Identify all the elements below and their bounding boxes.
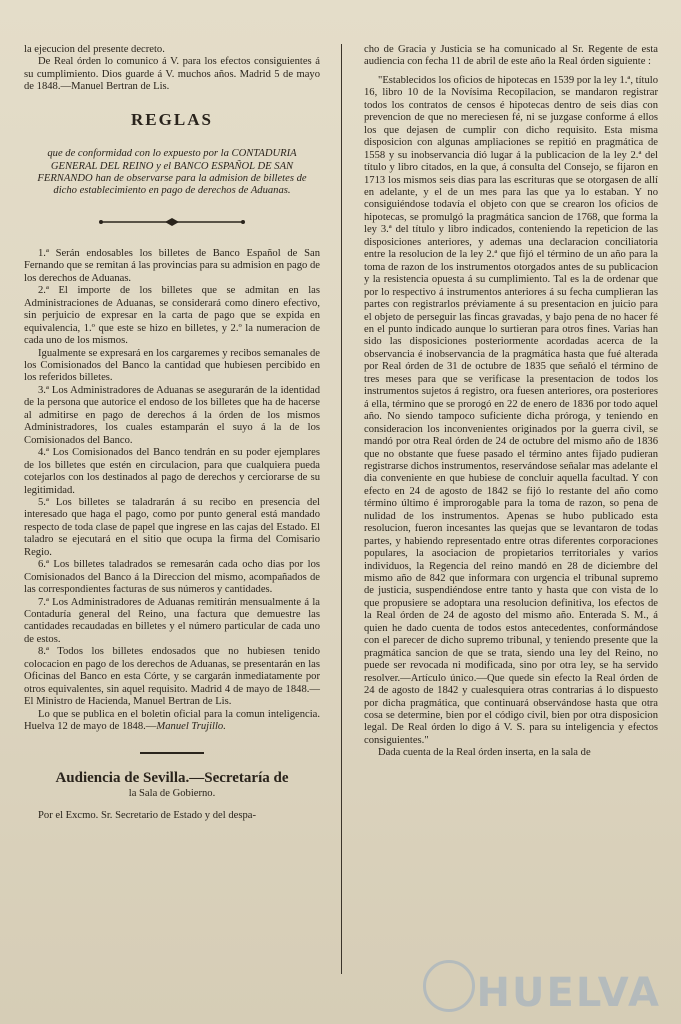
left-column [24, 44, 320, 1004]
section-heading: Audiencia de Sevilla.—Secretaría de [55, 769, 289, 786]
section-subheading: la Sala de Gobierno. [128, 787, 216, 799]
royal-order-body: "Establecidos los oficios de hipotecas en 1539 por la ley 1.ª, título 16, libro 10 de la Novísima Recopilacion, se mandaron registrar todos los contratos de censos é hipotecas dentro de seis dias con prevencion de que no mereciesen fé, ni se juzgase conforme á ellos los que dejasen de cumplir con dicho requisito. Esta misma disposicion con algunas ampliaciones se repitió en pragmática de 1558 y su inobservancia dió lugar á la publicacion de la ley 2.ª del título y libro citados, en la que, á consulta del Consejo, se fijaron en 1713 los mismos seis dias para las escrituras que se otorgasen de allí en adelante, y el de un mes para las que ya lo estaban. Y no consiguiéndose todavía el objeto con que se crearon los oficios de hipotecas, se promulgó la pragmática sancion de 1768, que forma la ley 3.ª del título y libro indicados, conteniendo la repeticion de las disposiciones anteriores, y ademas una declaracion conciliatoria entre la resolucion de la ley 2.ª que fijó el término de un año para la toma de razon de los instrumentos otorgados antes de su publicacion y la resistencia opuesta á su cumplimiento. Tal es la de ordenar que por lo respectivo á instrumentos anteriores á su fecha cumplieran las partes con registrarlos préviamente á su presentacion en juicio para el objeto de perseguir las fincas gravadas, y bajo pena de no hacer fé en el punto indicado aunque lo surtieran para otros fines. Varias han sido las disposiciones posteriormente acordadas acerca de la observancia é inobservancia de la pragmática hasta que fué alterada por Real órden de 31 de octubre de 1835 que señaló el término de tres meses para que se verificase la presentacion de todos los instrumentos sujetos á registro, ora fuesen anteriores, ora posteriores á ella, término que se prorogó en 22 de enero de 1836 por todo aquel año. No siendo tampoco suficiente dicha próroga, y teniendo en consideracion los inconvenientes originados por la guerra civil, se mandó por otra Real órden de 24 de octubre del mismo año de 1836 que no obstante que fuese pasado el término antes fijado pudieran registrarse dichos instrumentos, reservándose señalar mas adelante el dia conveniente en que hubiese de concluir aquella facultad. Y con efecto en 24 de agosto de 1842 se fijó lo restante del año como término último é improrogable para la toma de razon, so pena de nulidad de los instrumentos. Apenas se hubo publicado esta resolucion, fueron incesantes las quejas que se levantaron de todas partes, y habiendo representado entre otras diferentes corporaciones populares, la asociacion de propietarios territoriales y varios individuos, la Regencia del reino mandó en 28 de diciembre del mismo año de 842 que informara con urgencia el tribunal supremo de justicia, suspendiéndose entre tanto y hasta que con vista de lo que propusiere se adoptara una resolucion definitiva, los efectos de la Real órden de 24 de agosto del mismo año. Enterada S. M., á quien he dado cuenta de todos estos antecedentes, conformándose con el parecer de dicho supremo tribunal, y teniendo presente que la pragmática sancion de que se trata, siendo una ley del Reino, no puede ser revocada ni modificada, sino por otra ley, se ha servido resolver.—Artículo único.—Que quede sin efecto la Real órden de 24 de agosto de 1842 y cualesquiera otras contrarias á lo dispuesto por dicha pragmática, que continuará observándose hasta que otra cosa se determine, bien por el código civil, bien por otra disposicion legal. De Real órden lo digo á V. S. para su inteligencia y efectos consiguientes." [364, 74, 658, 746]
rule-paragraph: 1.ª Serán endosables los billetes de Banco Español de San Fernando que se remitan á las provincias para su admision en pago de los derechos de Aduanas. [24, 247, 320, 284]
rule-paragraph: 7.ª Los Administradores de Aduanas remitirán mensualmente á la Contaduría general del Reino, una factura que demuestre las cantidades recaudadas en billetes y el número particular de cada uno de estos. [24, 596, 320, 645]
rule-paragraph: 6.ª Los billetes taladrados se remesarán cada ocho dias por los Comisionados del Banco á la Direccion del mismo, acompañados de las correspondientes facturas de sus números y cantidades. [24, 559, 320, 596]
separator-rule [140, 752, 204, 754]
decree-end-line: la ejecucion del presente decreto. [24, 44, 165, 55]
reglas-title: REGLAS [131, 109, 213, 129]
reglas-subtitle: que de conformidad con lo expuesto por la CONTADURIA GENERAL DEL REINO y el BANCO ESPAÑOL DE SAN FERNANDO han de observarse para la admision de billetes de dicho establecimiento en pago de derechos de Aduanas. [37, 148, 307, 197]
right-column [364, 44, 658, 1004]
rule-paragraph: 5.ª Los billetes se taladrarán á su recibo en presencia del interesado que haga el pago, como por punto general está mandado respecto de toda clase de papel que ingrese en las cajas del Estado. El taladro se ejecutará en el sitio que ocupa la firma del Comisario Regio. [24, 496, 320, 558]
royal-order-tail: Dada cuenta de la Real órden inserta, en la sala de [378, 747, 591, 759]
rule-paragraph: 4.ª Los Comisionados del Banco tendrán en su poder ejemplares de los billetes que estén en circulacion, para que cualquiera pueda cotejarlos con los destinados al pago de derechos y cerciorarse de su legitimidad. [24, 447, 320, 496]
rule-paragraph: 2.ª El importe de los billetes que se admitan en las Administraciones de Aduanas, se considerará como dinero efectivo, sin perjuicio de expresar en la carta de pago que se expida en equivalencia, 1.º que este se hizo en billetes, y 2.º la numeracion de cada uno de los mismos. [24, 285, 320, 347]
decree-closing-paragraph: De Real órden lo comunico á V. para los efectos consiguientes á su cumplimiento. Dios guarde á V. muchos años. Madrid 5 de mayo de 1848.—Manuel Bertran de Lis. [24, 56, 320, 93]
section-start-paragraph: Por el Excmo. Sr. Secretario de Estado y del despa- [38, 810, 256, 822]
column-divider [341, 44, 342, 974]
rule-paragraph: 8.ª Todos los billetes endosados que no hubiesen tenido colocacion en pago de los derechos de Aduanas, se presentarán en las Oficinas del Banco en esta Córte, y se cargarán inmediatamente por otros equivalentes, sin aquel requisito. Madrid 4 de mayo de 1848.—El Ministro de Hacienda, Manuel Bertran de Lis. [24, 646, 320, 708]
royal-order-intro: cho de Gracia y Justicia se ha comunicado al Sr. Regente de esta audiencia con fecha 11 de abril de este año la Real órden siguiente : [364, 44, 658, 68]
rule-paragraph: Igualmente se expresará en los cargaremes y recibos semanales de los Comisionados del Banco la cantidad que hubiesen percibido en los referidos billetes. [24, 347, 320, 384]
closing-paragraph [24, 709, 320, 734]
rule-paragraph: 3.ª Los Administradores de Aduanas se asegurarán de la identidad de la persona que autorice el endoso de los billetes que ha de hacerse al admitirse en pago de derechos á la órden de los mismos Administradores, los cuales estamparán el suyo á la de los Comisionados del Banco. [24, 384, 320, 446]
closing-signature: Manuel Trujillo. [156, 721, 226, 733]
ornament-divider [97, 218, 247, 226]
watermark-text: HUELVA [476, 970, 661, 1016]
closing-text: Lo que se publica en el boletin oficial para la comun inteligencia. Huelva 12 de mayo de 1848.— [24, 708, 320, 733]
watermark-seal-icon [423, 960, 475, 1012]
